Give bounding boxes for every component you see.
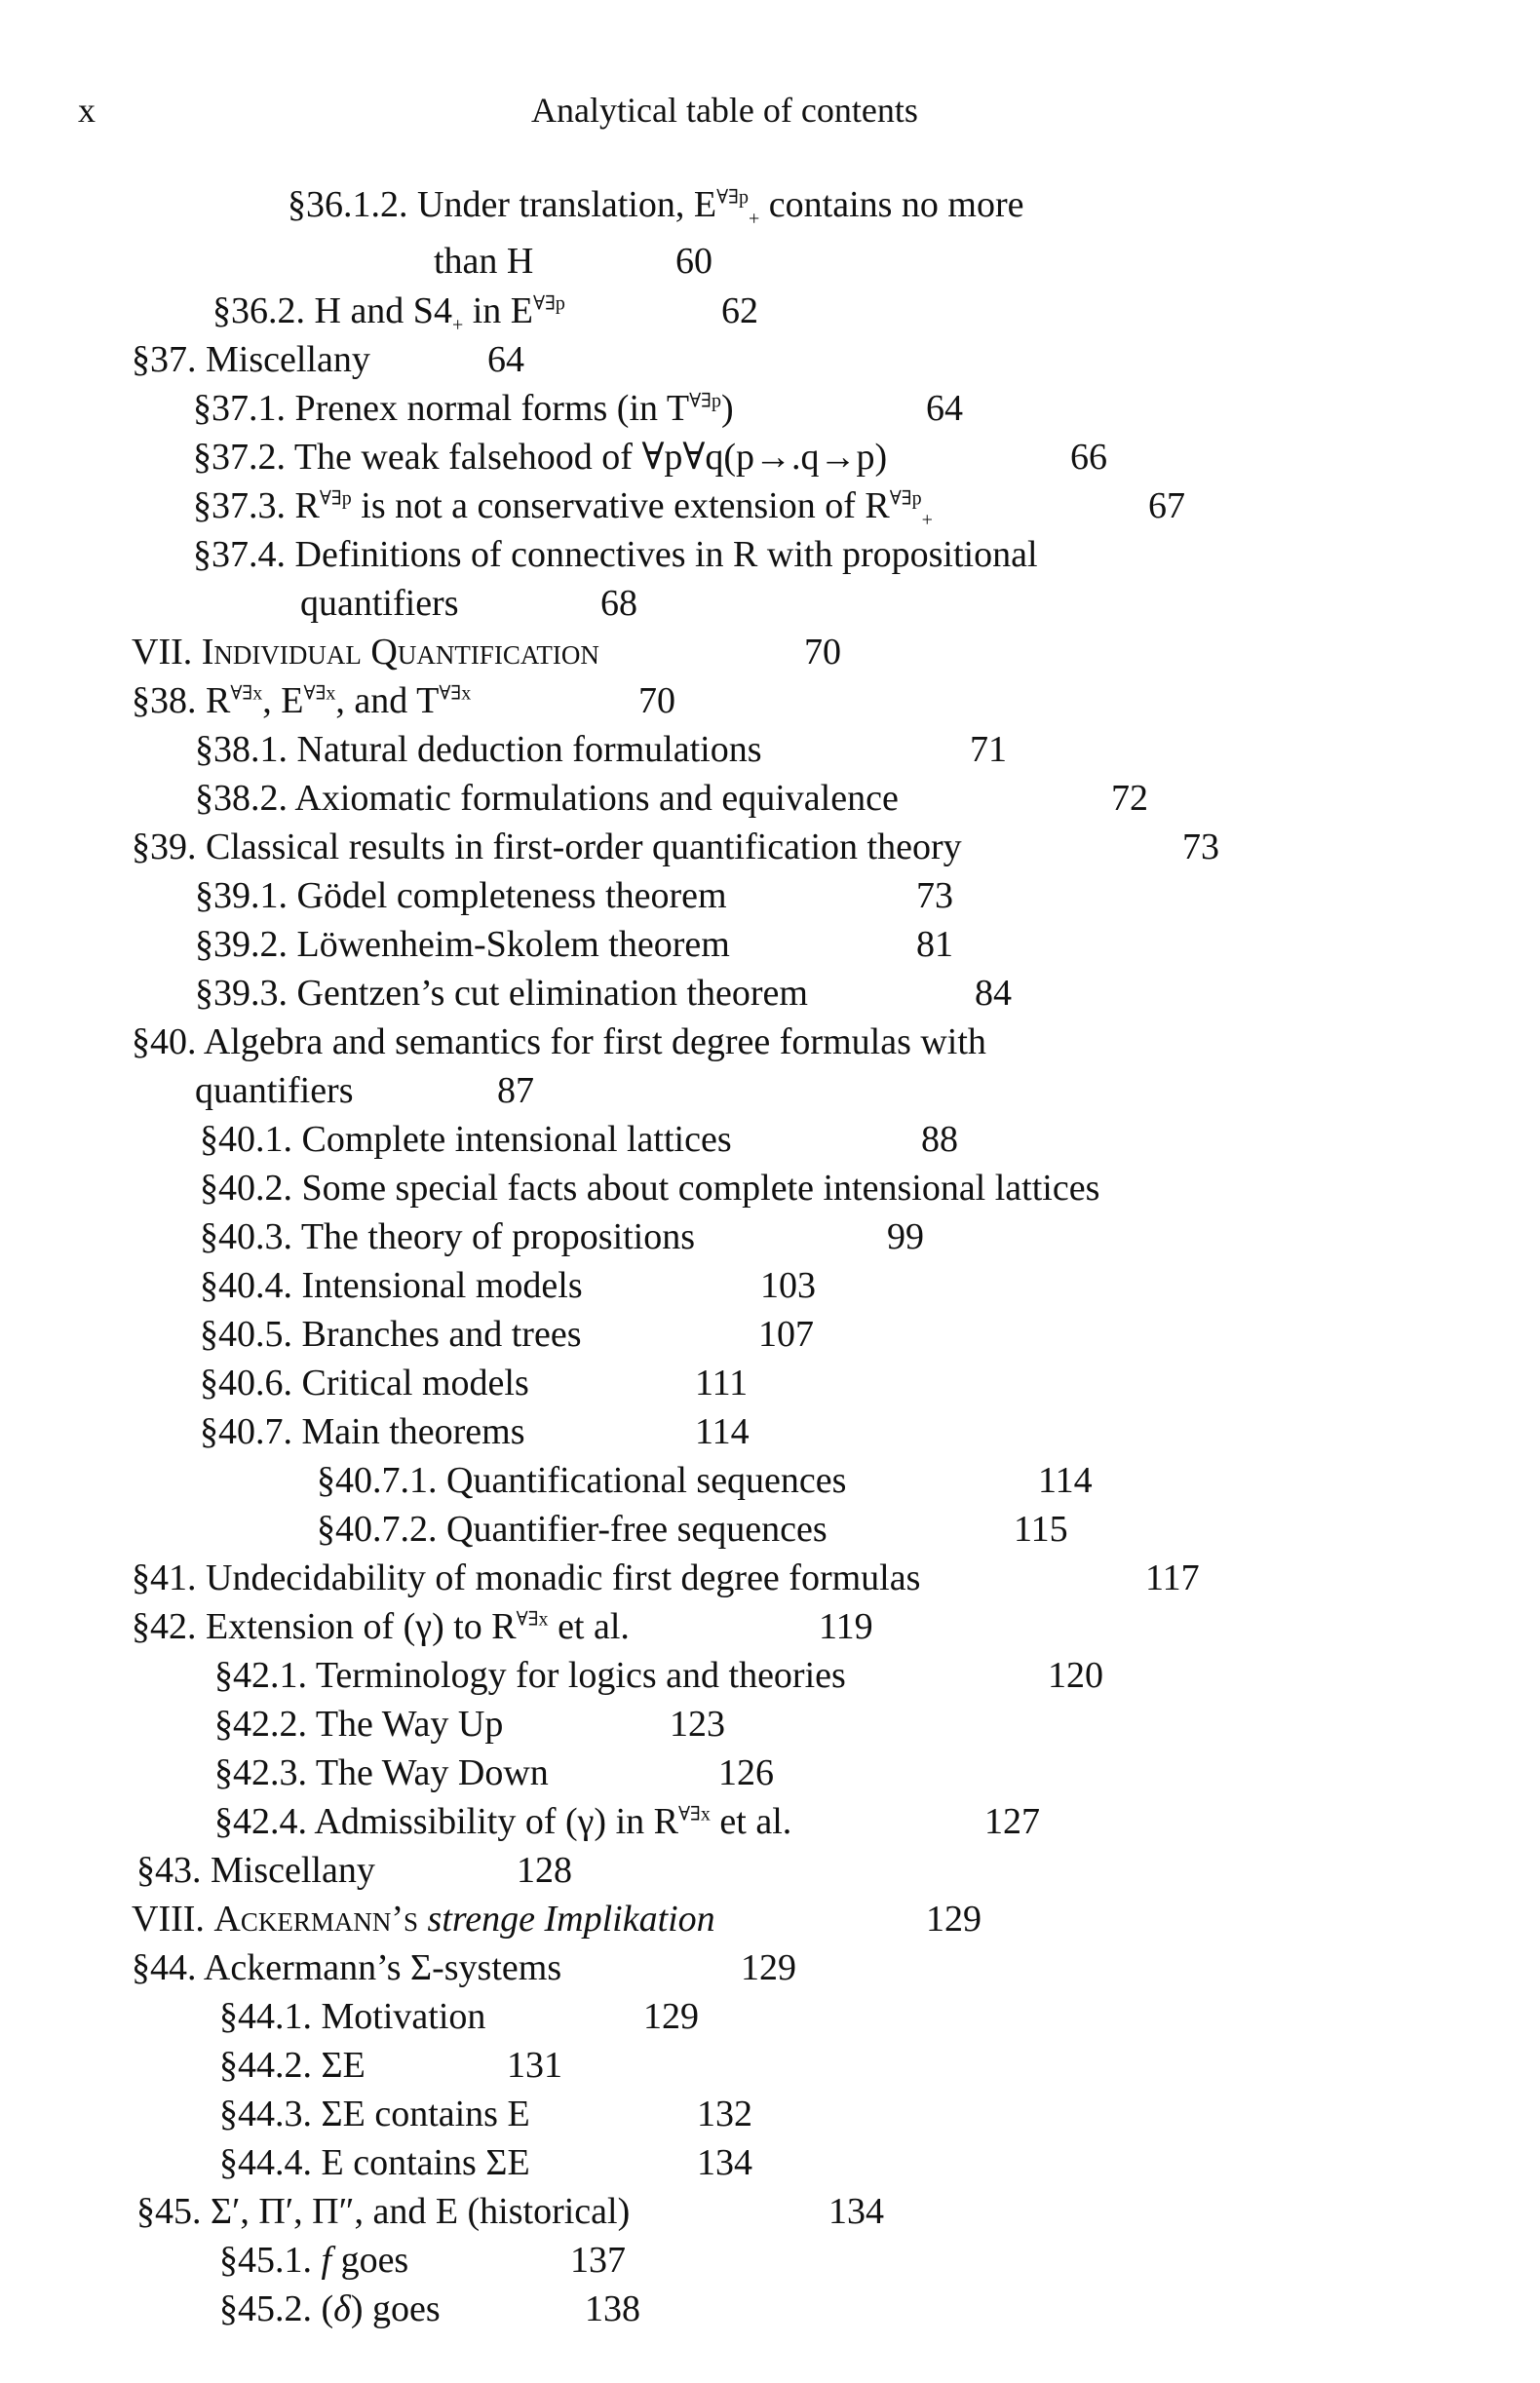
toc-entry: §42.3. The Way Down 126 xyxy=(214,1749,1092,1796)
toc-entry: §42.2. The Way Up 123 xyxy=(214,1701,1092,1748)
page-ref: 60 xyxy=(675,241,712,282)
page-ref: 120 xyxy=(1048,1655,1103,1696)
page-ref: 107 xyxy=(758,1314,814,1355)
page-ref: 64 xyxy=(926,388,963,429)
toc-entry: §38. $R^{\forall\exists x}$, $E^{\forall\exists x}$, and $T^{\forall\exists x}$ 70 xyxy=(132,677,911,724)
page-ref: 132 xyxy=(697,2094,752,2134)
toc-entry: §37.3. $R^{\forall\exists p}$ is not a conservative extension of $R^{\forall\exists p}_+$ 67 xyxy=(193,482,1265,529)
toc-entry: §40.7.2. Quantifier-free sequences 115 xyxy=(317,1506,1194,1553)
page-ref: 137 xyxy=(570,2240,626,2281)
page-ref: 138 xyxy=(585,2288,640,2329)
toc-entry: §37.4. Definitions of connectives in R with propositional xyxy=(193,534,1038,575)
page-ref: 68 xyxy=(600,583,637,624)
page-ref: 73 xyxy=(1182,826,1219,867)
page-ref: 84 xyxy=(975,973,1012,1014)
page-ref: 129 xyxy=(741,1947,796,1988)
page-ref: 111 xyxy=(695,1363,749,1403)
toc-entry: §38.2. Axiomatic formulations and equivalence 72 xyxy=(195,775,1218,822)
toc-entry-continuation: than H 60 xyxy=(434,238,824,285)
toc-entry: §40.7.1. Quantificational sequences 114 xyxy=(317,1457,1194,1504)
page-ref: 70 xyxy=(804,632,841,673)
page-ref: 129 xyxy=(643,1996,699,2037)
page-ref: 114 xyxy=(1038,1460,1093,1501)
page-ref: 64 xyxy=(487,339,524,380)
page-ref: 81 xyxy=(916,924,953,965)
page-ref: 123 xyxy=(670,1704,725,1745)
page-ref: 128 xyxy=(517,1850,572,1891)
toc-chapter: VIII. Ackermann’s strenge Implikation 129 xyxy=(132,1896,1106,1942)
page-ref: 117 xyxy=(1145,1557,1200,1598)
toc-entry: §44.4. E contains ΣE 134 xyxy=(219,2139,1097,2186)
toc-entry: §40.3. The theory of propositions 99 xyxy=(200,1213,1077,1260)
page-ref: 67 xyxy=(1148,485,1185,526)
toc-entry: §42.4. Admissibility of (γ) in $R^{\forall\exists x}$ et al. 127 xyxy=(214,1798,1189,1845)
toc-entry: §39.3. Gentzen’s cut elimination theorem 84 xyxy=(195,970,1072,1017)
toc-entry: §45.1. f goes 137 xyxy=(219,2237,1097,2284)
toc-entry: §36.1.2. Under translation, $E^{\forall\exists p}_+$ contains no more xyxy=(288,184,1024,230)
toc-entry: §45.2. (δ) goes 138 xyxy=(219,2286,1097,2332)
toc-entry: §44.2. ΣE 131 xyxy=(219,2042,1097,2089)
page-ref: 72 xyxy=(1111,778,1148,819)
toc-entry: §40.6. Critical models 111 xyxy=(200,1360,1077,1406)
page-ref: 62 xyxy=(721,290,758,331)
toc-entry: §39.1. Gödel completeness theorem 73 xyxy=(195,872,1072,919)
toc-entry: §41. Undecidability of monadic first degree formulas 117 xyxy=(132,1555,1252,1601)
page-ref: 134 xyxy=(697,2142,752,2183)
page-ref: 66 xyxy=(1070,437,1107,478)
page-ref: 114 xyxy=(695,1411,750,1452)
toc-entry: §40.7. Main theorems 114 xyxy=(200,1408,1077,1455)
page-ref: 70 xyxy=(638,680,675,721)
page-ref: 88 xyxy=(921,1119,958,1160)
page-ref: 71 xyxy=(970,729,1007,770)
toc-entry: §40.4. Intensional models 103 xyxy=(200,1262,1077,1309)
toc-entry: §44.3. ΣE contains E 132 xyxy=(219,2091,1097,2137)
toc-entry: §39. Classical results in first-order quantification theory 73 xyxy=(132,824,1252,870)
toc-entry: §40. Algebra and semantics for first degree formulas with xyxy=(132,1021,986,1062)
toc-entry: §42.1. Terminology for logics and theories 120 xyxy=(214,1652,1189,1699)
page-ref: 103 xyxy=(760,1265,816,1306)
toc-entry: §44.1. Motivation 129 xyxy=(219,1993,1097,2040)
toc-entry: §45. Σ′, Π′, Π″, and E (historical) 134 xyxy=(136,2188,1014,2235)
toc-entry-continuation: quantifiers 87 xyxy=(195,1067,585,1114)
running-title: Analytical table of contents xyxy=(531,91,918,130)
page-ref: 134 xyxy=(828,2191,884,2232)
toc-entry: §37. Miscellany 64 xyxy=(132,336,716,383)
page-ref: 99 xyxy=(887,1216,924,1257)
toc-chapter: VII. Individual Quantification 70 xyxy=(132,629,1009,675)
page-ref: 131 xyxy=(507,2045,562,2086)
toc-entry-continuation: quantifiers 68 xyxy=(300,580,690,627)
page-ref: 127 xyxy=(984,1801,1040,1842)
toc-entry: §39.2. Löwenheim-Skolem theorem 81 xyxy=(195,921,1072,968)
page-number: x xyxy=(78,91,96,130)
page-ref: 119 xyxy=(819,1606,873,1647)
toc-entry: §36.2. H and $S4_+$ in $E^{\forall\exists p}$ 62 xyxy=(212,288,797,334)
page-ref: 129 xyxy=(926,1899,982,1940)
toc-entry: §42. Extension of (γ) to $R^{\forall\exists x}$ et al. 119 xyxy=(132,1603,1009,1650)
toc-entry: §43. Miscellany 128 xyxy=(136,1847,916,1894)
toc-entry: §40.1. Complete intensional lattices 88 xyxy=(200,1116,1077,1163)
page-ref: 126 xyxy=(718,1752,774,1793)
page-ref: 115 xyxy=(1014,1509,1068,1550)
toc-entry: §38.1. Natural deduction formulations 71 xyxy=(195,726,1072,773)
toc-entry: §37.1. Prenex normal forms (in $T^{\forall\exists p}$) 64 xyxy=(193,385,1070,432)
page-ref: 87 xyxy=(497,1070,534,1111)
toc-entry: §40.5. Branches and trees 107 xyxy=(200,1311,1077,1358)
page-ref: 73 xyxy=(916,875,953,916)
toc-entry: §44. Ackermann’s Σ-systems 129 xyxy=(132,1944,1009,1991)
toc-entry: §37.2. The weak falsehood of ∀p∀q(p→.q→p) 66 xyxy=(193,434,1168,480)
toc-entry: §40.2. Some special facts about complete intensional lattices xyxy=(200,1168,1100,1209)
